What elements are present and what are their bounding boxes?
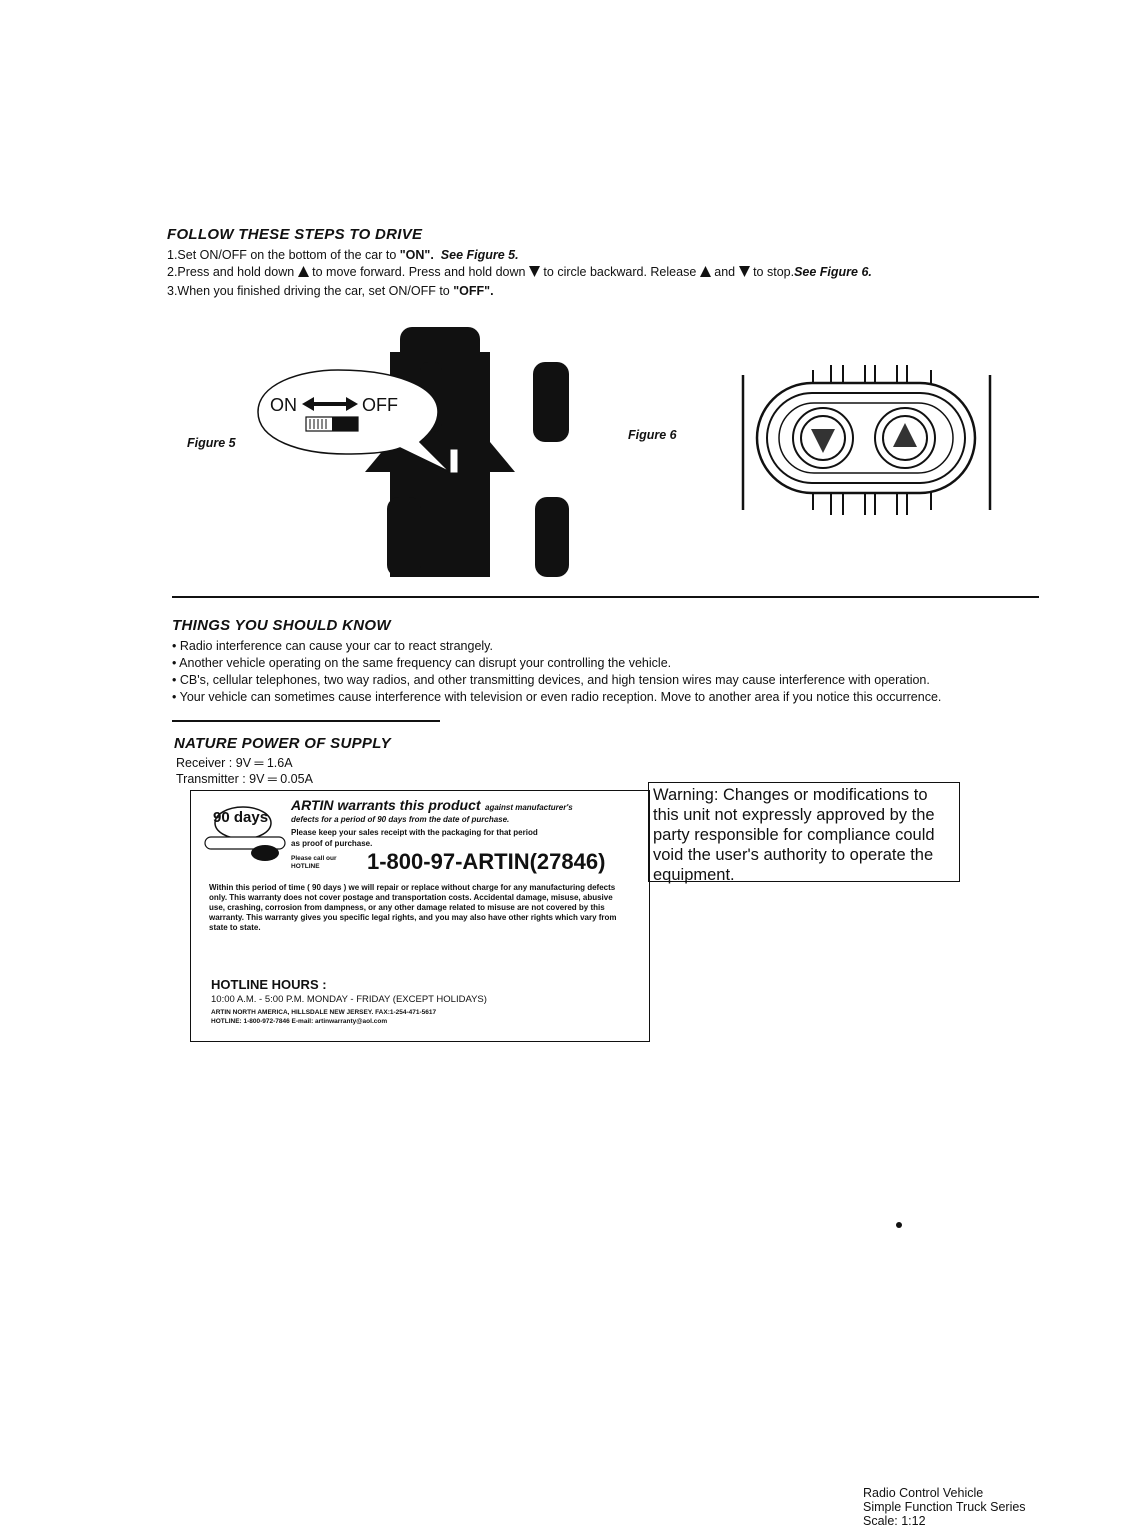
short-divider — [172, 720, 440, 722]
backward-button-icon — [529, 266, 540, 277]
warranty-title-line — [291, 797, 573, 815]
hotline-hours: 10:00 A.M. - 5:00 P.M. MONDAY - FRIDAY (EXCEPT HOLIDAYS) — [211, 994, 487, 1005]
know-item: • Another vehicle operating on the same frequency can disrupt your controlling the vehicle. — [172, 656, 672, 670]
step2-text-b: to move forward. Press and hold down — [312, 265, 526, 279]
step3-text: 3.When you finished driving the car, set ON/OFF to — [167, 284, 454, 298]
section-divider — [172, 596, 1039, 598]
drive-step-3 — [167, 284, 494, 298]
warranty-receipt: Please keep your sales receipt with the packaging for that period — [291, 828, 538, 837]
stray-dot — [896, 1222, 902, 1228]
know-item: • Your vehicle can sometimes cause interference with television or even radio reception. Move to another area if you notice this occurrence. — [172, 690, 942, 704]
fcc-warning-box — [648, 782, 960, 882]
step2-text-e: to stop. — [753, 265, 795, 279]
footer-block — [863, 1486, 1026, 1528]
know-heading: THINGS YOU SHOULD KNOW — [172, 617, 391, 634]
figure6-label: Figure 6 — [628, 428, 677, 442]
receiver-spec: Receiver : 9V ═ 1.6A — [176, 756, 293, 770]
step2-text-a: 2.Press and hold down — [167, 265, 295, 279]
drive-step-2 — [167, 265, 872, 279]
figure5-label: Figure 5 — [187, 436, 236, 450]
company-address: ARTIN NORTH AMERICA, HILLSDALE NEW JERSEY. FAX:1-254-471-5617 — [211, 1009, 437, 1016]
step1-text: 1.Set ON/OFF on the bottom of the car to — [167, 248, 400, 262]
figure5-truck-diagram — [250, 322, 590, 582]
switch-on-label: ON — [270, 395, 297, 415]
drive-step-1 — [167, 248, 519, 262]
transmitter-spec: Transmitter : 9V ═ 0.05A — [176, 772, 313, 786]
warranty-period: defects for a period of 90 days from the date of purchase. — [291, 815, 510, 824]
footer-line: Simple Function Truck Series — [863, 1500, 1026, 1514]
telephone-icon — [251, 845, 279, 861]
step2-ref: See Figure 6. — [794, 265, 872, 279]
hotline-hours-heading: HOTLINE HOURS : — [211, 977, 327, 992]
footer-line: Scale: 1:12 — [863, 1514, 926, 1528]
step1-ref: See Figure 5. — [440, 248, 519, 262]
step1-on: "ON". — [399, 248, 434, 262]
forward-button-icon — [298, 266, 309, 277]
warranty-box — [190, 790, 650, 1042]
fcc-warning-text: Warning: Changes or modifications to this unit not expressly approved by the party responsible for compliance could void the user's authority to operate the equipment. — [653, 786, 935, 884]
slide-switch-icon — [306, 417, 358, 431]
company-contact: HOTLINE: 1-800-972-7846 E-mail: artinwarranty@aol.com — [211, 1018, 388, 1025]
forward-button-icon — [700, 266, 711, 277]
know-item: • CB's, cellular telephones, two way radios, and other transmitting devices, and high tension wires may cause interference with operation. — [172, 673, 930, 687]
step3-off: "OFF". — [453, 284, 494, 298]
warranty-title: ARTIN warrants this product — [291, 797, 481, 813]
backward-remote-button — [793, 408, 853, 468]
step2-text-d: and — [714, 265, 736, 279]
call-label: Please call our HOTLINE — [291, 855, 337, 870]
step2-text-c: to circle backward. Release — [543, 265, 697, 279]
warranty-title-small: against manufacturer's — [485, 803, 573, 812]
badge-text: 90 days — [213, 809, 269, 826]
figure6-remote-diagram — [735, 365, 1000, 515]
switch-off-label: OFF — [362, 395, 398, 415]
hotline-number: 1-800-97-ARTIN(27846) — [367, 849, 606, 874]
warranty-proof: as proof of purchase. — [291, 839, 373, 848]
warranty-terms: Within this period of time ( 90 days ) we will repair or replace without charge for any manufacturing defects only. This warranty does not cover postage and transportation costs. Accidental damage, misuse, abusive use, crashing, corrosion from dampness, or any other damage related to misuse are not covered by this warranty. This warranty gives you specific legal rights, and you may also have other rights which vary from state to state. — [209, 883, 617, 932]
know-item: • Radio interference can cause your car to react strangely. — [172, 639, 493, 653]
drive-heading: FOLLOW THESE STEPS TO DRIVE — [167, 226, 423, 243]
forward-remote-button — [875, 408, 935, 468]
know-list — [172, 638, 941, 706]
backward-button-icon — [739, 266, 750, 277]
footer-line: Radio Control Vehicle — [863, 1486, 984, 1500]
supply-heading: NATURE POWER OF SUPPLY — [174, 735, 391, 752]
